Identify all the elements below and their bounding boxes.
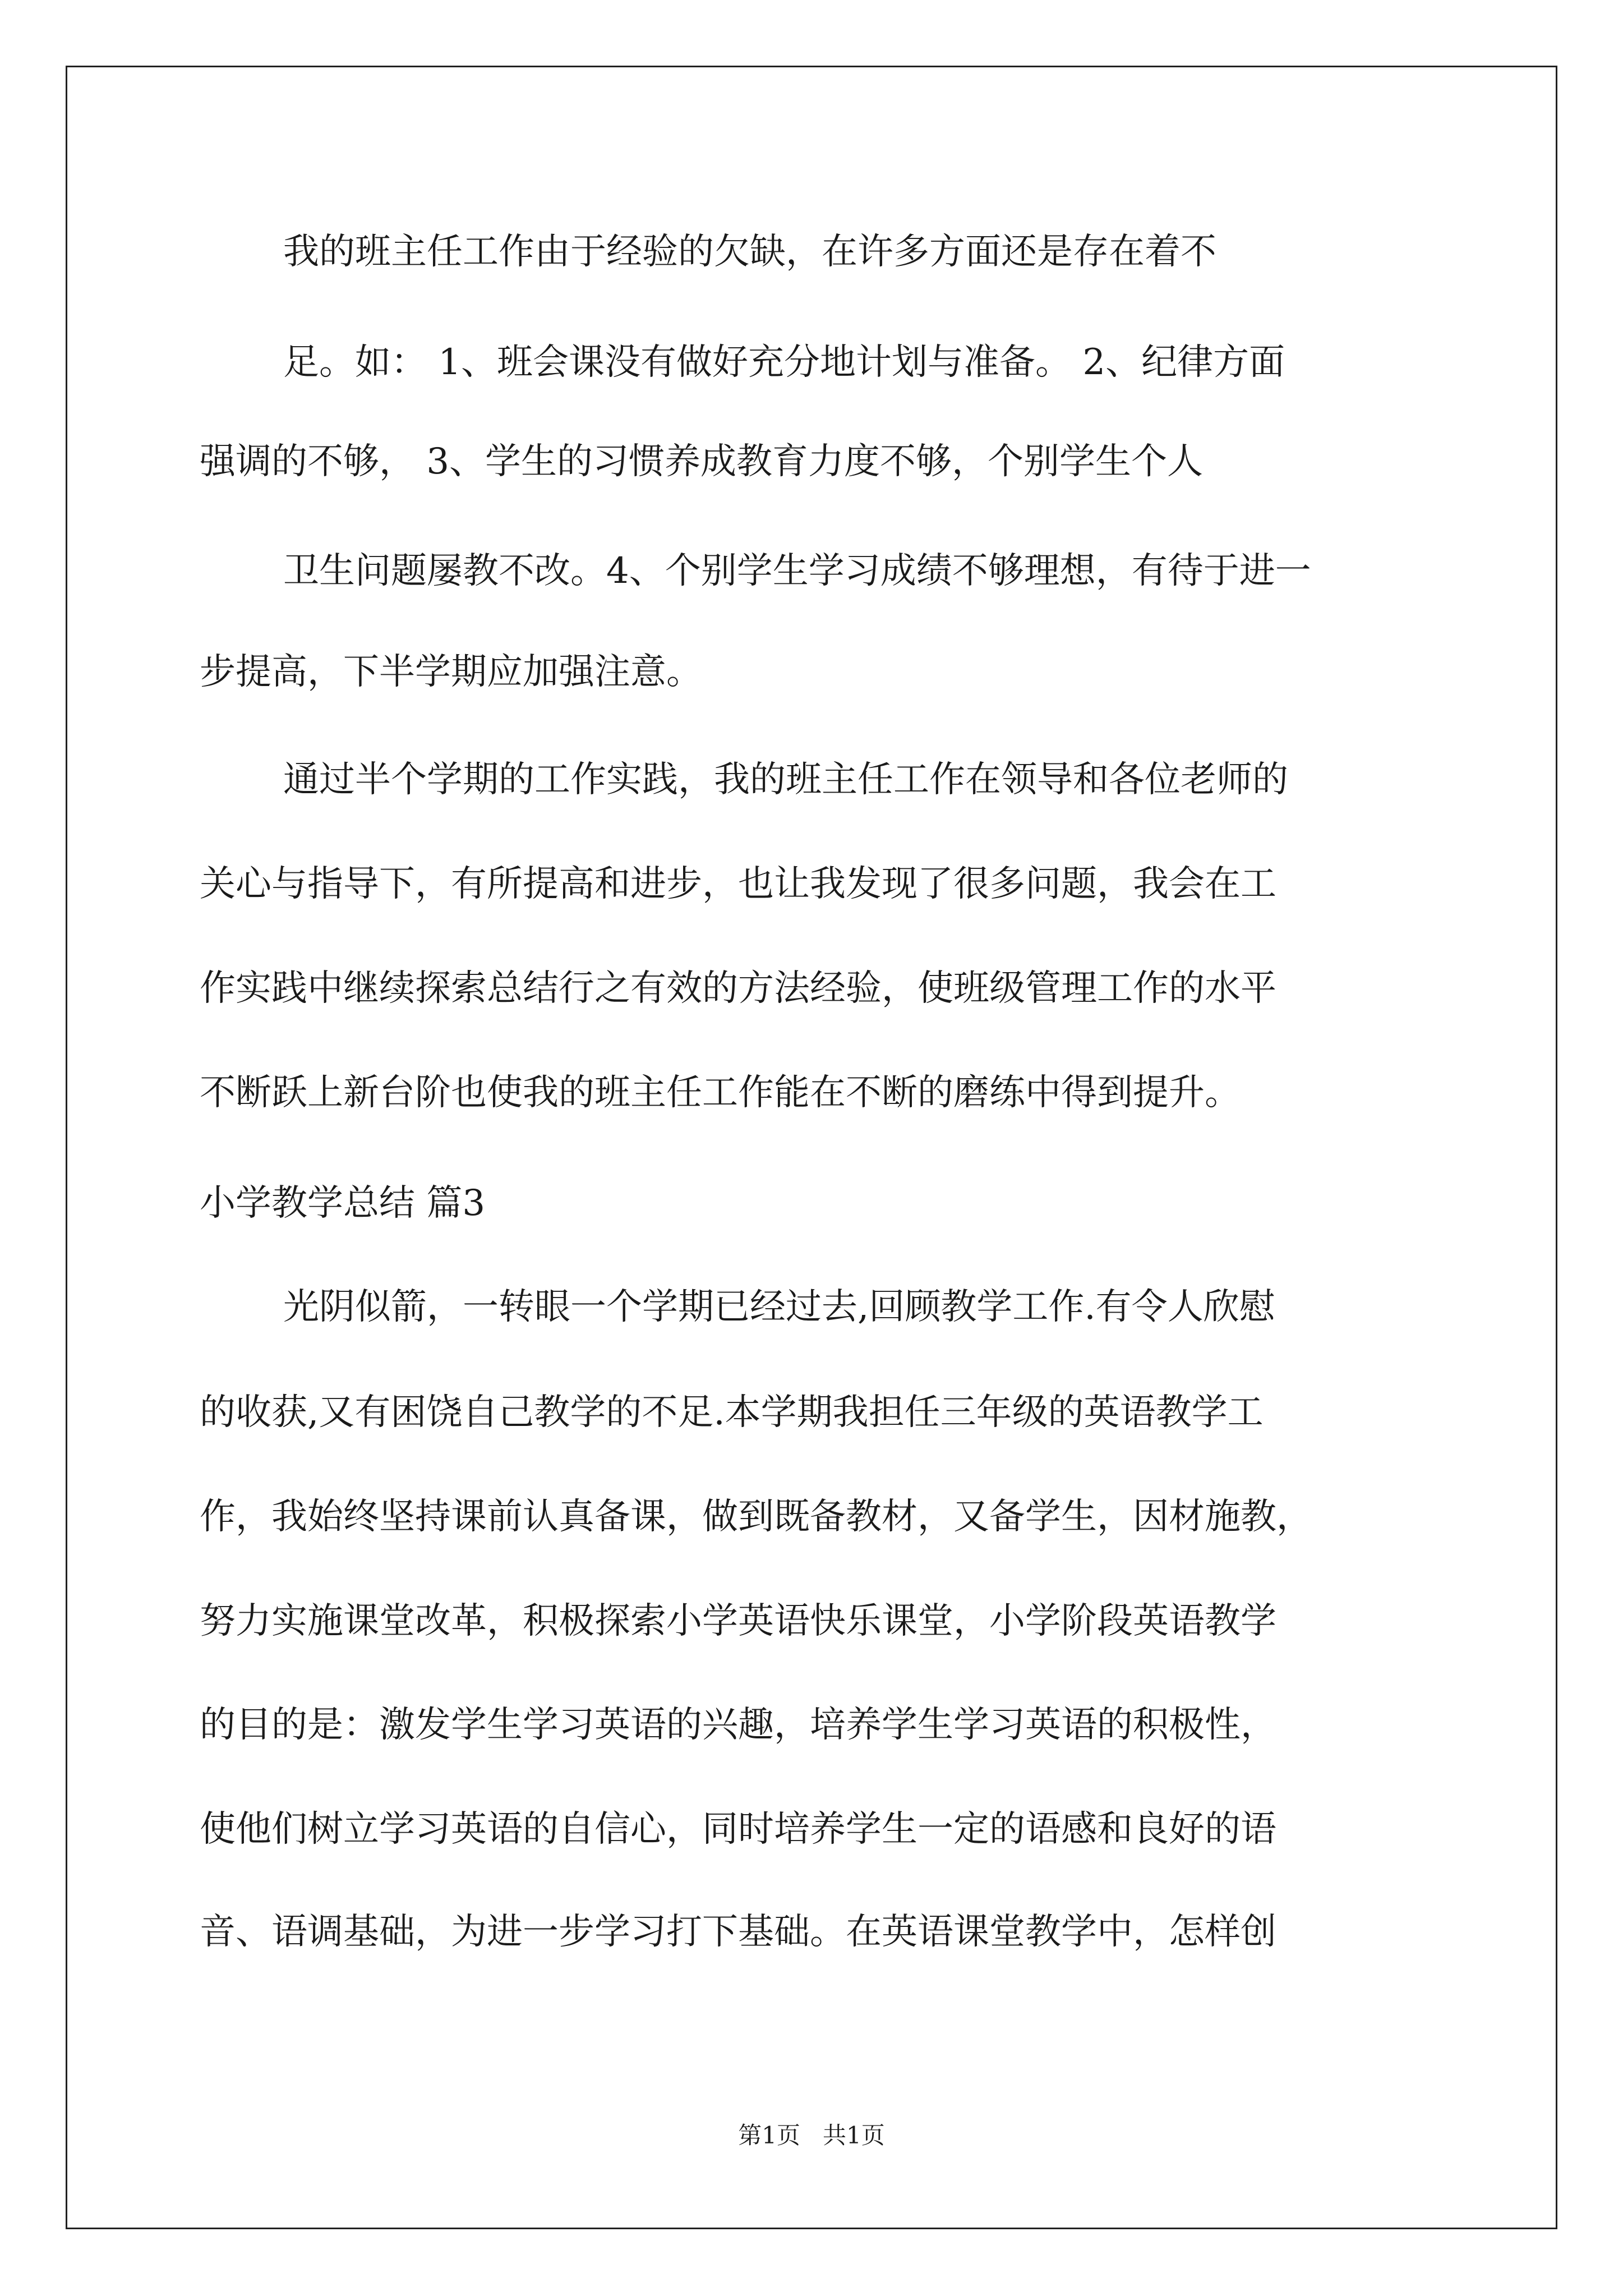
text-line: 的收获,又有困饶自己教学的不足.本学期我担任三年级的英语教学工 [200,1392,1264,1433]
text-line: 强调的不够， 3、学生的习惯养成教育力度不够，个别学生个人 [200,441,1204,482]
text-line: 不断跃上新台阶也使我的班主任工作能在不断的磨练中得到提升。 [200,1072,1241,1114]
text-line: 卫生问题屡教不改。4、个别学生学习成绩不够理想，有待于进一 [283,550,1311,592]
text-line: 步提高，下半学期应加强注意。 [200,651,702,693]
section-heading: 小学教学总结 篇3 [200,1182,486,1224]
text-line: 使他们树立学习英语的自信心，同时培养学生一定的语感和良好的语 [200,1809,1276,1850]
text-line: 关心与指导下，有所提高和进步，也让我发现了很多问题，我会在工 [200,863,1276,905]
text-line: 音、语调基础，为进一步学习打下基础。在英语课堂教学中，怎样创 [200,1911,1276,1953]
page-border [66,66,1557,2229]
text-line: 的目的是：激发学生学习英语的兴趣，培养学生学习英语的积极性， [200,1704,1276,1746]
text-line: 作，我始终坚持课前认真备课，做到既备教材，又备学生，因材施教， [200,1496,1312,1538]
text-line: 努力实施课堂改革，积极探索小学英语快乐课堂，小学阶段英语教学 [200,1600,1276,1642]
text-line: 作实践中继续探索总结行之有效的方法经验，使班级管理工作的水平 [200,968,1276,1009]
text-line: 我的班主任工作由于经验的欠缺，在许多方面还是存在着不 [283,231,1216,273]
text-line: 光阴似箭，一转眼一个学期已经过去,回顾教学工作.有令人欣慰 [283,1286,1275,1328]
text-line: 足。如： 1、班会课没有做好充分地计划与准备。 2、纪律方面 [283,342,1285,383]
page-number-footer: 第1页 共1页 [738,2122,885,2149]
text-line: 通过半个学期的工作实践，我的班主任工作在领导和各位老师的 [283,759,1288,800]
